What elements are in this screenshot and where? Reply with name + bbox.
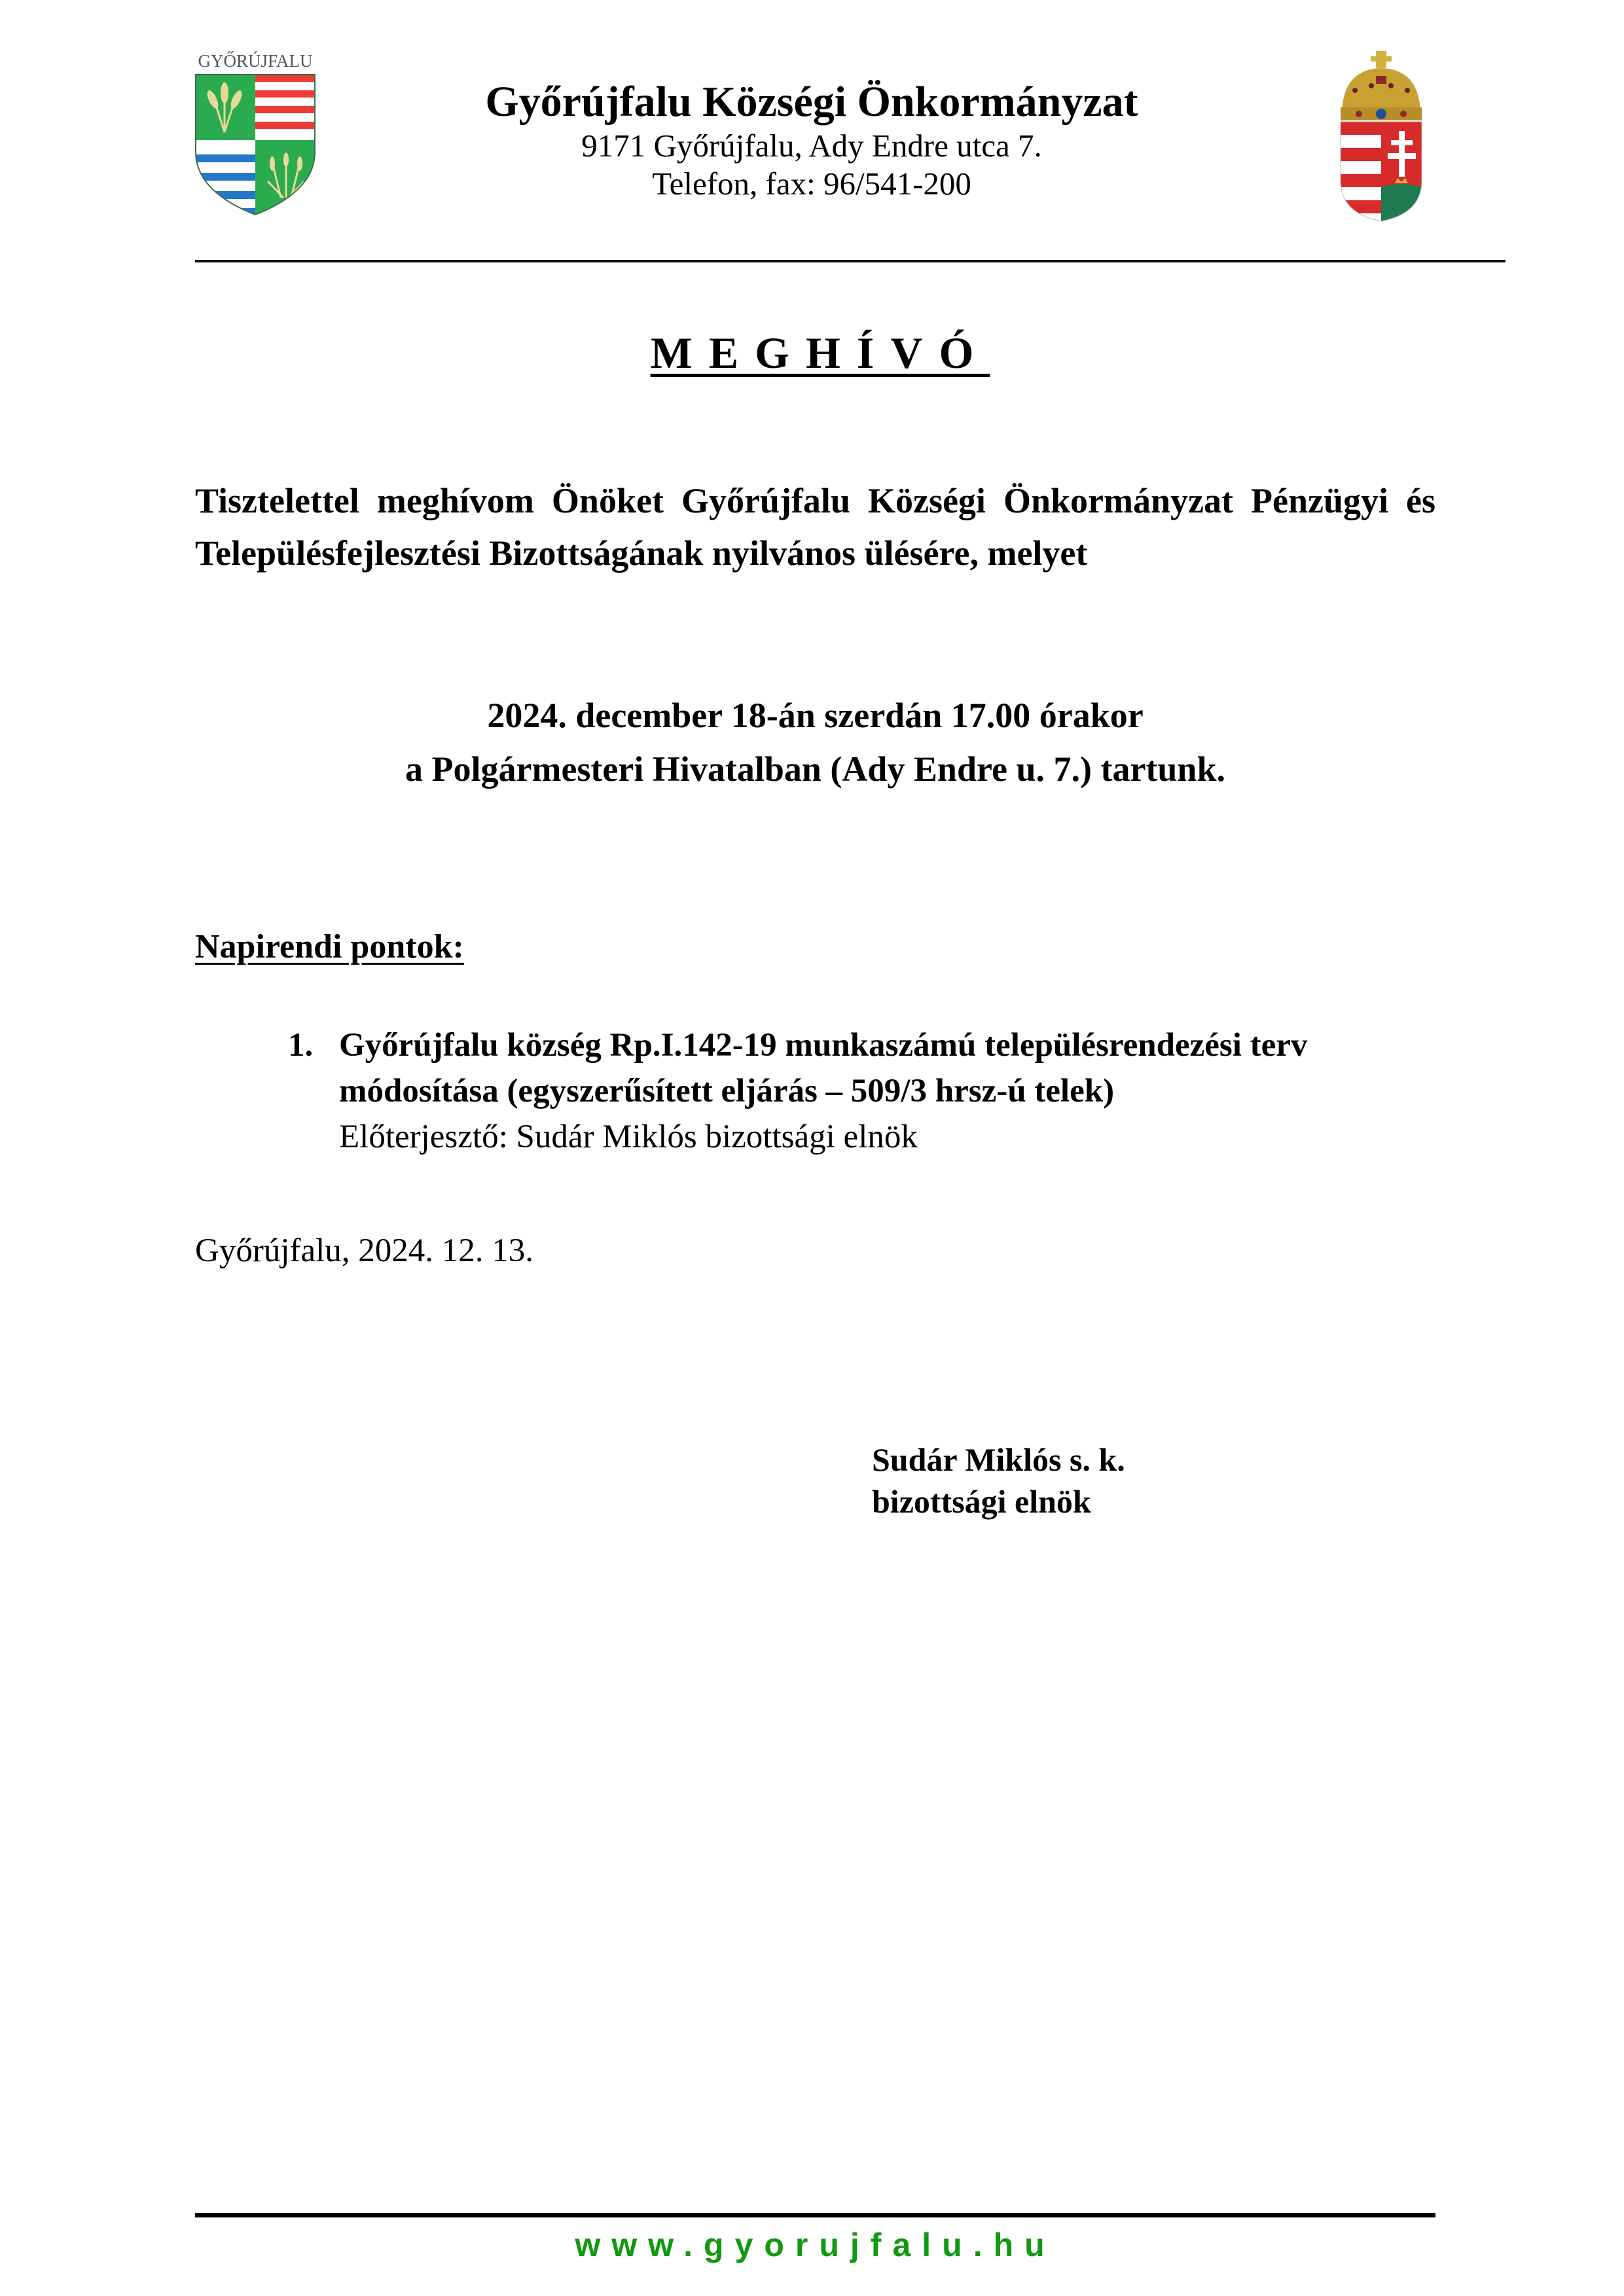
meeting-location: a Polgármesteri Hivatalban (Ady Endre u. 7.) tartunk. [405,749,1225,789]
signature-block [872,1439,1125,1522]
hungarian-coat-of-arms-icon [1335,50,1427,223]
agenda-item-number: 1. [288,1027,314,1064]
agenda-heading: Napirendi pontok: [195,928,464,965]
document-title [0,327,1624,379]
place-and-date: Győrújfalu, 2024. 12. 13. [195,1232,534,1269]
agenda-list [288,1022,1440,1160]
invitation-paragraph: Tisztelettel meghívom Önöket Győrújfalu Községi Önkormányzat Pénzügyi és Településfejlesztési Bizottságának nyilvános ülésére, melyet [195,481,1435,573]
agenda-item-presenter: Előterjesztő: Sudár Miklós bizottsági elnök [339,1119,918,1155]
meeting-details [195,689,1435,796]
letterhead [367,77,1257,203]
meeting-datetime: 2024. december 18-án szerdán 17.00 órakor [487,696,1144,735]
signatory-name: Sudár Miklós s. k. [872,1441,1125,1478]
header-divider [195,260,1506,262]
footer-divider [195,2213,1435,2217]
agenda-item-title: Győrújfalu község Rp.I.142-19 munkaszámú településrendezési terv módosítása (egyszerűsített eljárás – 509/3 hrsz-ú telek) [339,1027,1308,1109]
document-title-text: MEGHÍVÓ [650,328,990,378]
municipality-logo [194,51,316,216]
organization-name: Győrújfalu Községi Önkormányzat [485,78,1138,126]
agenda-item [288,1022,1440,1160]
gyorujfalu-coat-of-arms-icon [194,73,316,216]
organization-address: 9171 Győrújfalu, Ady Endre utca 7. [581,128,1042,164]
national-coat-of-arms [1335,50,1427,223]
website-link[interactable]: www.gyorujfalu.hu [575,2227,1056,2263]
signatory-role: bizottsági elnök [872,1483,1091,1520]
organization-phone: Telefon, fax: 96/541-200 [652,166,971,202]
logo-caption: GYŐRÚJFALU [198,51,313,71]
